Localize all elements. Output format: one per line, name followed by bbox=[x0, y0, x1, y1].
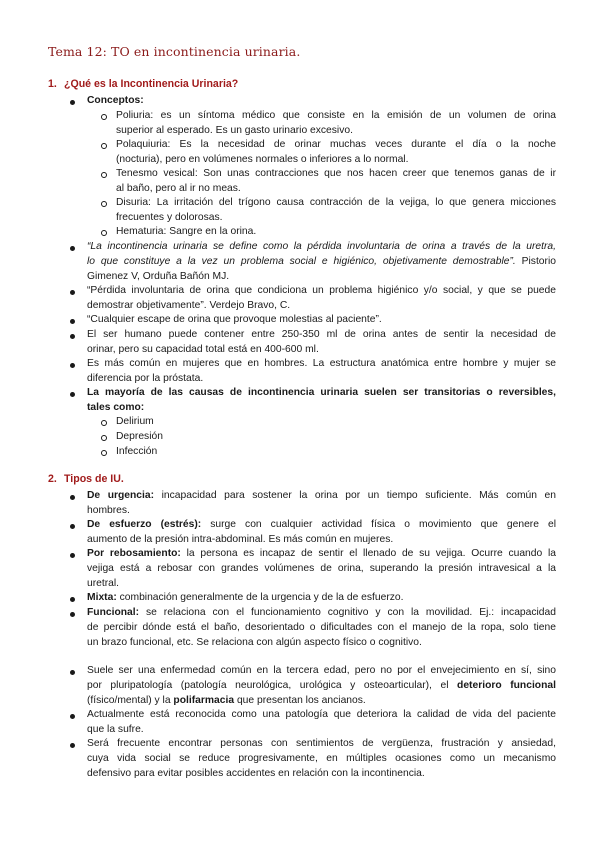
list-item: Por rebosamiento: la persona es incapaz de sentir el llenado de su vejiga. Ocurre cuando la vejiga está a rebosar con grandes volúmenes de orina, superando la presión intravesical a la uretral. bbox=[87, 548, 556, 589]
quote-definition-2: “Pérdida involuntaria de orina que condiciona un problema higiénico y/o social, y que se puede demostrar objetivamente”. Verdejo Bravo, C. bbox=[87, 285, 556, 311]
bullet-icon bbox=[70, 363, 75, 368]
circle-bullet-icon bbox=[101, 201, 107, 207]
bullet-icon bbox=[70, 714, 75, 719]
list-item: De urgencia: incapacidad para sostener la orina por un tiempo suficiente. Más común en hombres. bbox=[87, 490, 556, 516]
list-item: De esfuerzo (estrés): surge con cualquier actividad física o movimiento que genere el aumento de la presión intra-abdominal. Es más común en mujeres. bbox=[87, 519, 556, 545]
circle-bullet-icon bbox=[101, 420, 107, 426]
list-item: Infección bbox=[116, 446, 158, 457]
bullet-icon bbox=[70, 553, 75, 558]
section-title: ¿Qué es la Incontinencia Urinaria? bbox=[64, 78, 239, 90]
list-item: Polaquiuria: Es la necesidad de orinar muchas veces durante el día o la noche (nocturia), pero en volúmenes normales o inferiores a lo normal. bbox=[116, 139, 556, 165]
list-item: Mixta: combinación generalmente de la urgencia y de la de esfuerzo. bbox=[87, 592, 404, 603]
section-number: 1. bbox=[48, 78, 57, 90]
circle-bullet-icon bbox=[101, 114, 107, 120]
bullet-icon bbox=[70, 290, 75, 295]
bullet-icon bbox=[70, 743, 75, 748]
list-item: Poliuria: es un síntoma médico que consiste en la emisión de un volumen de orina superior al esperado. Es un gasto urinario excesivo. bbox=[116, 110, 556, 136]
circle-bullet-icon bbox=[101, 143, 107, 149]
list-item: Será frecuente encontrar personas con sentimientos de vergüenza, frustración y ansiedad, cuya vida social se reduce progresivamente, en múltiples ocasiones como un mecanismo defensivo para evitar posibles accidentes en relación con la incontinencia. bbox=[87, 738, 556, 779]
bullet-icon bbox=[70, 524, 75, 529]
circle-bullet-icon bbox=[101, 450, 107, 456]
list-item: Tenesmo vesical: Son unas contracciones que nos hacen creer que tenemos ganas de ir al baño, pero al ir no meas. bbox=[116, 168, 556, 194]
causes-intro: La mayoría de las causas de incontinencia urinaria suelen ser transitorias o reversibles, tales como: bbox=[87, 387, 556, 413]
section-title: Tipos de IU. bbox=[64, 473, 124, 485]
list-item: Hematuria: Sangre en la orina. bbox=[116, 226, 257, 237]
bullet-icon bbox=[70, 100, 75, 105]
quote-definition-3: “Cualquier escape de orina que provoque molestias al paciente”. bbox=[87, 314, 382, 325]
bullet-icon bbox=[70, 495, 75, 500]
section-heading-2 bbox=[48, 473, 124, 485]
list-item: Depresión bbox=[116, 431, 163, 442]
concepts-label: Conceptos: bbox=[87, 95, 144, 106]
list-item: Es más común en mujeres que en hombres. La estructura anatómica entre hombre y mujer se diferencia por la próstata. bbox=[87, 358, 556, 384]
bullet-icon bbox=[70, 597, 75, 602]
page-title: Tema 12: TO en incontinencia urinaria. bbox=[48, 44, 301, 59]
list-item: Disuria: La irritación del trígono causa contracción de la vejiga, lo que genera micciones frecuentes y dolorosas. bbox=[116, 197, 556, 223]
circle-bullet-icon bbox=[101, 435, 107, 441]
bullet-icon bbox=[70, 334, 75, 339]
circle-bullet-icon bbox=[101, 172, 107, 178]
circle-bullet-icon bbox=[101, 230, 107, 236]
quote-definition-1: “La incontinencia urinaria se define como la pérdida involuntaria de orina a través de la uretra, lo que constituye a la vez un problema social e higiénico, objetivamente demostrable”. Pistorio Gimenez V, Orduña Bañón MJ. bbox=[87, 241, 556, 282]
list-item: Suele ser una enfermedad común en la tercera edad, pero no por el envejecimiento en sí, sino por pluripatología (patología neurológica, urológica y osteoarticular), el deterioro funcional (físico/mental) y la polifarmacia que presentan los ancianos. bbox=[87, 665, 556, 706]
bullet-icon bbox=[70, 670, 75, 675]
bullet-icon bbox=[70, 612, 75, 617]
section-number: 2. bbox=[48, 473, 57, 485]
list-item: Delirium bbox=[116, 416, 154, 427]
bullet-icon bbox=[70, 392, 75, 397]
list-item: Funcional: se relaciona con el funcionamiento cognitivo y con la movilidad. Ej.: incapacidad de percibir dónde está el baño, desorientado o dificultades con el manejo de la ropa, solo tiene un brazo funcional, etc. Se relaciona con algún aspecto físico o cognitivo. bbox=[87, 607, 556, 648]
section-heading-1 bbox=[48, 78, 238, 90]
bullet-icon bbox=[70, 246, 75, 251]
list-item: El ser humano puede contener entre 250-350 ml de orina antes de sentir la necesidad de orinar, pero su capacidad total está en 400-600 ml. bbox=[87, 329, 556, 355]
bullet-icon bbox=[70, 319, 75, 324]
list-item: Actualmente está reconocida como una patología que deteriora la calidad de vida del paciente que la sufre. bbox=[87, 709, 556, 735]
